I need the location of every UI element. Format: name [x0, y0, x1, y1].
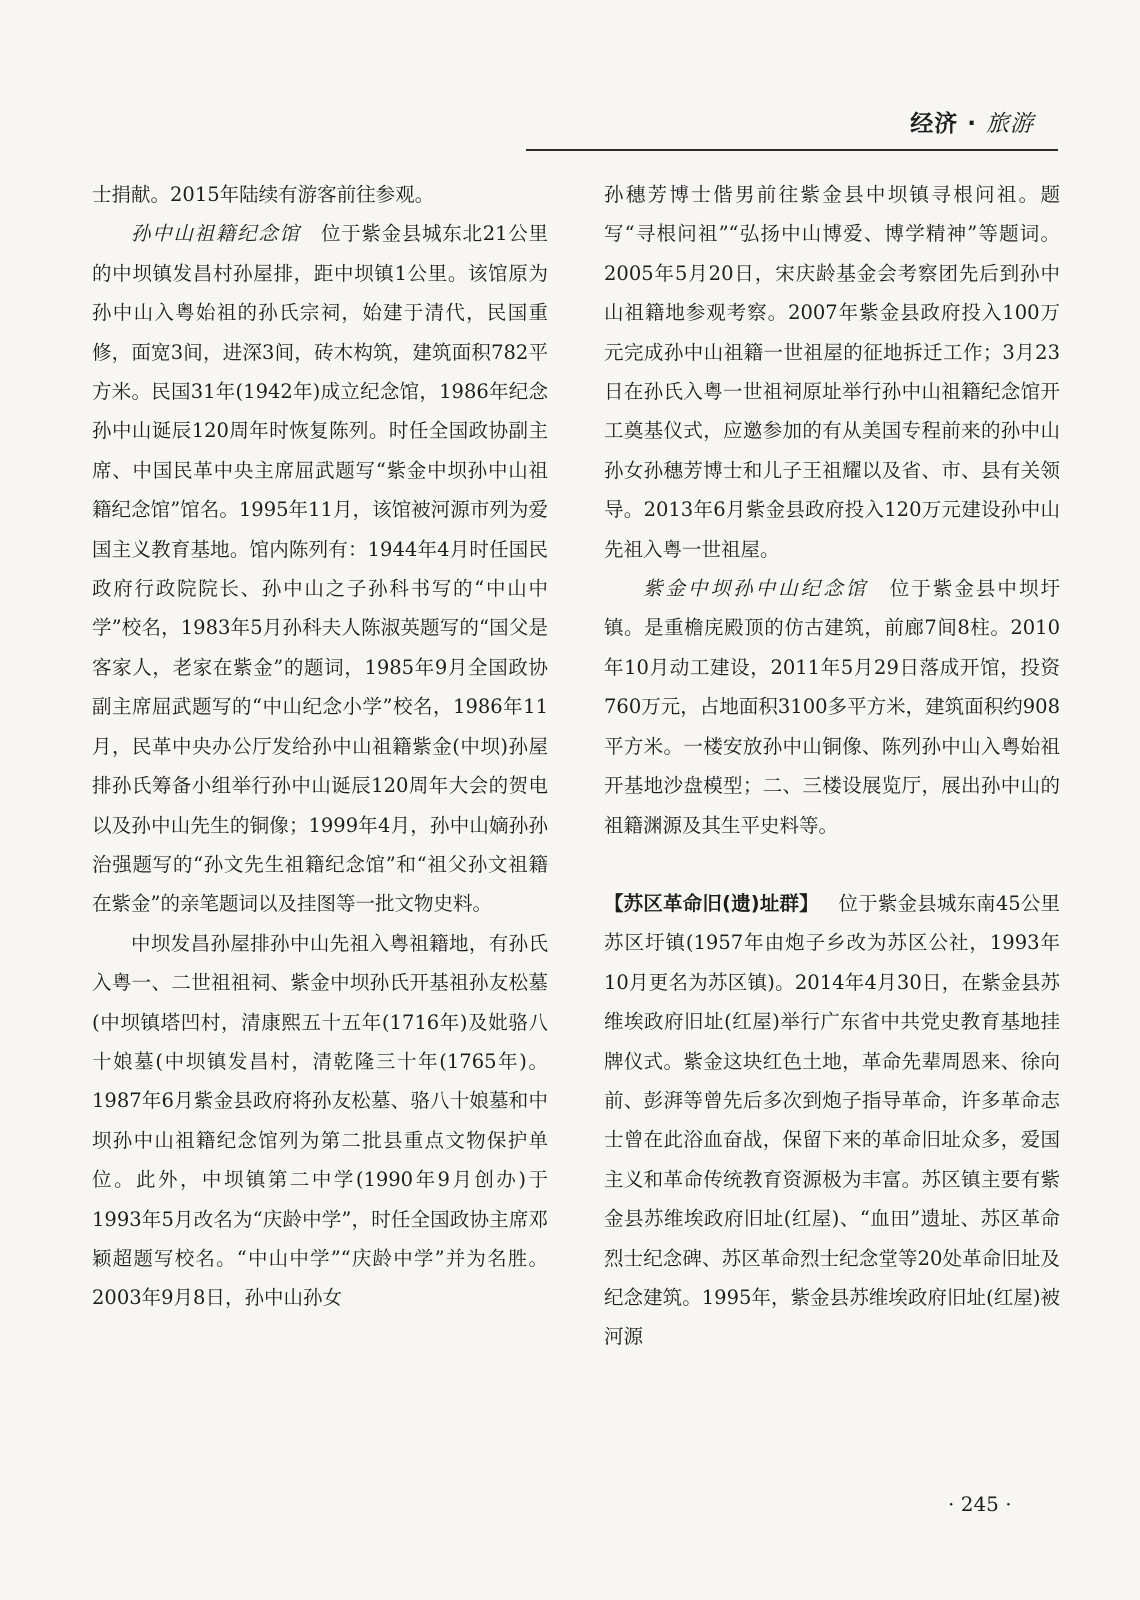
- entry-heading: 【苏区革命旧(遗)址群】: [604, 891, 819, 915]
- right-column: [604, 175, 1060, 1357]
- paragraph: 中坝发昌孙屋排孙中山先祖入粤祖籍地，有孙氏入粤一、二世祖祖祠、紫金中坝孙氏开基祖孙友松墓(中坝镇塔凹村，清康熙五十五年(1716年)及妣骆八十娘墓(中坝镇发昌村，清乾隆三十年(1765年)。1987年6月紫金县政府将孙友松墓、骆八十娘墓和中坝孙中山祖籍纪念馆列为第二批县重点文物保护单位。此外，中坝镇第二中学(1990年9月创办)于1993年5月改名为“庆龄中学”，时任全国政协主席邓颖超题写校名。“中山中学”“庆龄中学”并为名胜。2003年9月8日，孙中山孙女: [92, 931, 548, 1310]
- running-header: [526, 105, 1058, 151]
- paragraph: [604, 569, 1060, 845]
- header-rule: [526, 149, 1058, 151]
- entry-text: 位于紫金县城东南45公里苏区圩镇(1957年由炮子乡改为苏区公社，1993年10月更名为苏区镇)。2014年4月30日，在紫金县苏维埃政府旧址(红屋)举行广东省中共党史教育基地挂牌仪式。紫金这块红色土地，革命先辈周恩来、徐向前、彭湃等曾先后多次到炮子指导革命，许多革命志士曾在此浴血奋战，保留下来的革命旧址众多，爱国主义和革命传统教育资源极为丰富。苏区镇主要有紫金县苏维埃政府旧址(红屋)、“血田”遗址、苏区革命烈士纪念碑、苏区革命烈士纪念堂等20处革命旧址及纪念建筑。1995年，紫金县苏维埃政府旧址(红屋)被河源: [604, 891, 1060, 1349]
- entry-text: 位于紫金县城东北21公里的中坝镇发昌村孙屋排，距中坝镇1公里。该馆原为孙中山入粤始祖的孙氏宗祠，始建于清代，民国重修，面宽3间，进深3间，砖木构筑，建筑面积782平方米。民国31年(1942年)成立纪念馆，1986年纪念孙中山诞辰120周年时恢复陈列。时任全国政协副主席、中国民革中央主席屈武题写“紫金中坝孙中山祖籍纪念馆”馆名。1995年11月，该馆被河源市列为爱国主义教育基地。馆内陈列有：1944年4月时任国民政府行政院院长、孙中山之子孙科书写的“中山中学”校名，1983年5月孙科夫人陈淑英题写的“国父是客家人，老家在紫金”的题词，1985年9月全国政协副主席屈武题写的“中山纪念小学”校名，1986年11月，民革中央办公厅发给孙中山祖籍紫金(中坝)孙屋排孙氏筹备小组举行孙中山诞辰120周年大会的贺电以及孙中山先生的铜像；1999年4月，孙中山嫡孙孙治强题写的“孙文先生祖籍纪念馆”和“祖父孙文祖籍在紫金”的亲笔题词以及挂图等一批文物史料。: [92, 222, 548, 916]
- paragraph: [92, 214, 548, 923]
- left-column: [92, 175, 548, 1318]
- spacer: [604, 845, 1060, 884]
- entry-text: 位于紫金县中坝圩镇。是重檐庑殿顶的仿古建筑，前廊7间8柱。2010年10月动工建设，2011年5月29日落成开馆，投资760万元，占地面积3100多平方米，建筑面积约908平方米。一楼安放孙中山铜像、陈列孙中山入粤始祖开基地沙盘模型；二、三楼设展览厅，展出孙中山的祖籍渊源及其生平史料等。: [604, 577, 1060, 837]
- entry-title: 紫金中坝孙中山纪念馆: [643, 577, 869, 601]
- section-title-sub: 旅游: [986, 111, 1034, 137]
- paragraph: 孙穗芳博士偕男前往紫金县中坝镇寻根问祖。题写“寻根问祖”“弘扬中山博爱、博学精神”等题词。2005年5月20日，宋庆龄基金会考察团先后到孙中山祖籍地参观考察。2007年紫金县政府投入100万元完成孙中山祖籍一世祖屋的征地拆迁工作；3月23日在孙氏入粤一世祖祠原址举行孙中山祖籍纪念馆开工奠基仪式，应邀参加的有从美国专程前来的孙中山孙女孙穗芳博士和儿子王祖耀以及省、市、县有关领导。2013年6月紫金县政府投入120万元建设孙中山先祖入粤一世祖屋。: [604, 183, 1060, 561]
- section-title-separator: ·: [967, 111, 977, 137]
- page-number: · 245 ·: [948, 1492, 1012, 1516]
- paragraph: 士捐献。2015年陆续有游客前往参观。: [92, 183, 435, 206]
- entry-title: 孙中山祖籍纪念馆: [131, 222, 301, 246]
- paragraph: [604, 884, 1060, 1357]
- section-title: [910, 105, 1034, 138]
- section-title-main: 经济: [910, 111, 959, 137]
